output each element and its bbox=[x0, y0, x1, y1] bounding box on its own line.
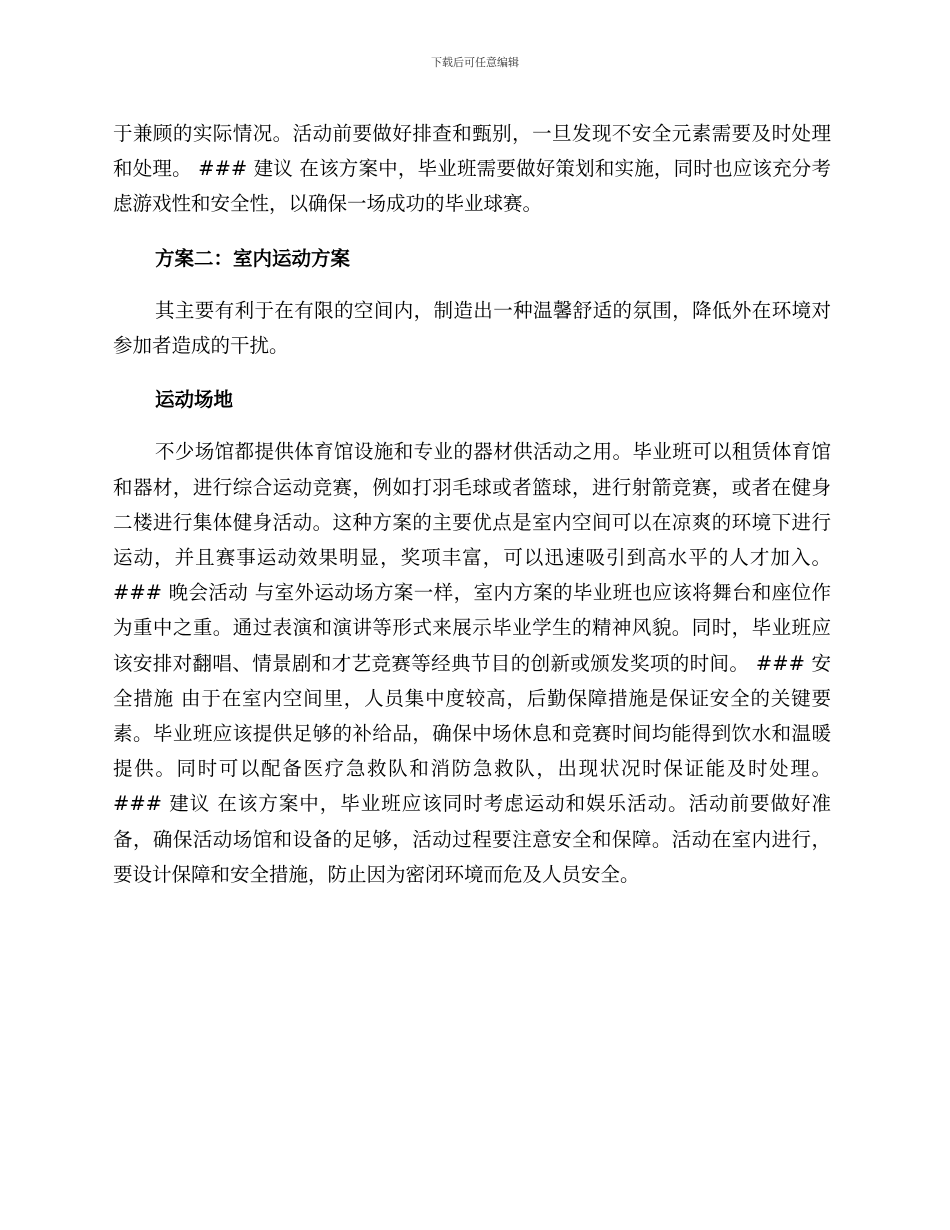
section-heading-venue: 运动场地 bbox=[155, 388, 234, 412]
paragraph-continuation: 于兼顾的实际情况。活动前要做好排查和甄别，一旦发现不安全元素需要及时处理和处理。 ### 建议 在该方案中，毕业班需要做好策划和实施，同时也应该充分考虑游戏性和安全性，以确保一场成功的毕业球赛。 bbox=[113, 122, 831, 216]
paragraph-venue-details: 不少场馆都提供体育馆设施和专业的器材供活动之用。毕业班可以租赁体育馆和器材，进行综合运动竞赛，例如打羽毛球或者篮球，进行射箭竞赛，或者在健身二楼进行集体健身活动。这种方案的主要优点是室内空间可以在凉爽的环境下进行运动，并且赛事运动效果明显，奖项丰富，可以迅速吸引到高水平的人才加入。 ### 晚会活动 与室外运动场方案一样，室内方案的毕业班也应该将舞台和座位作为重中之重。通过表演和演讲等形式来展示毕业学生的精神风貌。同时，毕业班应该安排对翻唱、情景剧和才艺竞赛等经典节目的创新或颁发奖项的时间。 ### 安全措施 由于在室内空间里，人员集中度较高，后勤保障措施是保证安全的关键要素。毕业班应该提供足够的补给品，确保中场休息和竞赛时间均能得到饮水和温暖提供。同时可以配备医疗急救队和消防急救队，出现状况时保证能及时处理。 ### 建议 在该方案中，毕业班应该同时考虑运动和娱乐活动。活动前要做好准备，确保活动场馆和设备的足够，活动过程要注意安全和保障。活动在室内进行，要设计保障和安全措施，防止因为密闭环境而危及人员安全。 bbox=[113, 440, 831, 886]
page-header: 下载后可任意编辑 bbox=[431, 56, 519, 69]
section-heading-plan-two: 方案二：室内运动方案 bbox=[155, 246, 351, 270]
document-body bbox=[113, 116, 831, 892]
paragraph-intro: 其主要有利于在有限的空间内，制造出一种温馨舒适的氛围，降低外在环境对参加者造成的干扰。 bbox=[113, 298, 831, 358]
